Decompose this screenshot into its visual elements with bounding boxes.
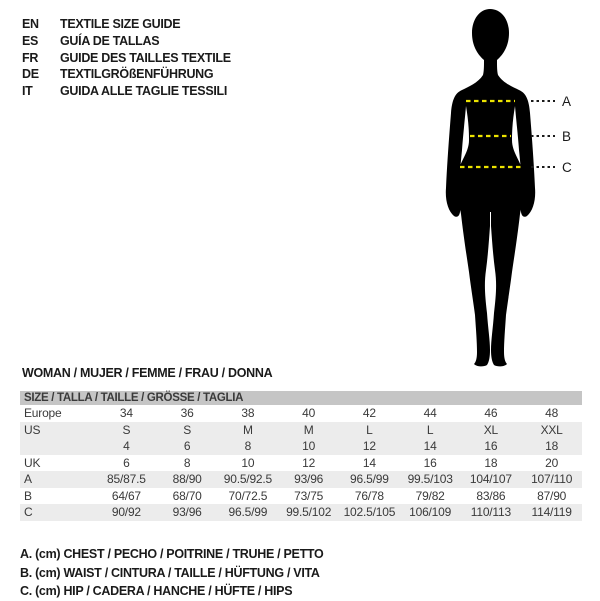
size-cell: L <box>426 422 434 437</box>
language-row-es <box>22 33 402 50</box>
size-cell: 4 <box>123 439 130 454</box>
size-cell: 70/72.5 <box>228 488 268 503</box>
language-title: GUIDE DES TAILLES TEXTILE <box>60 50 231 65</box>
language-code: ES <box>22 34 39 49</box>
language-title-block <box>22 16 402 99</box>
size-cell: 12 <box>362 439 376 454</box>
size-table-header: SIZE / TALLA / TAILLE / GRÖSSE / TAGLIA <box>20 391 582 405</box>
size-cell: 76/78 <box>354 488 384 503</box>
hip-letter-label: C <box>562 160 572 175</box>
row-label: A <box>24 472 32 487</box>
table-row-uk <box>20 455 582 472</box>
table-row-us-numeric <box>20 438 582 455</box>
row-label: UK <box>24 455 41 470</box>
size-cell: 96.5/99 <box>350 472 389 487</box>
woman-silhouette-figure <box>420 0 600 380</box>
legend-line-chest: A. (cm) CHEST / PECHO / POITRINE / TRUHE / PETTO <box>20 547 324 561</box>
size-table <box>20 391 582 521</box>
language-title: TEXTILGRÖßENFÜHRUNG <box>60 67 214 82</box>
size-cell: 114/119 <box>531 505 572 520</box>
size-cell: 6 <box>123 455 130 470</box>
size-cell: M <box>242 422 253 437</box>
language-row-it <box>22 83 402 100</box>
measurement-legend <box>20 545 323 601</box>
size-cell: 48 <box>545 406 559 421</box>
woman-silhouette <box>446 9 535 366</box>
size-cell: 68/70 <box>172 488 202 503</box>
size-cell: 79/82 <box>415 488 445 503</box>
size-cell: S <box>122 422 131 437</box>
table-row-b <box>20 488 582 505</box>
language-code: IT <box>22 84 33 99</box>
language-title: TEXTILE SIZE GUIDE <box>60 17 181 32</box>
row-label: Europe <box>24 406 62 421</box>
language-title: GUIDA ALLE TAGLIE TESSILI <box>60 84 228 99</box>
size-cell: 93/96 <box>172 505 202 520</box>
size-cell: 87/90 <box>537 488 567 503</box>
size-cell: 106/109 <box>409 505 452 520</box>
size-cell: 14 <box>423 439 437 454</box>
size-cell: 90.5/92.5 <box>223 472 272 487</box>
size-cell: XXL <box>540 422 563 437</box>
size-cell: 36 <box>180 406 194 421</box>
waist-letter-label: B <box>562 129 572 144</box>
size-cell: 90/92 <box>111 505 141 520</box>
size-cell: 14 <box>362 455 376 470</box>
row-label: US <box>24 422 41 437</box>
size-cell: 99.5/102 <box>286 505 332 520</box>
size-cell: S <box>183 422 192 437</box>
language-title: GUÍA DE TALLAS <box>60 34 160 49</box>
table-row-c <box>20 504 582 521</box>
size-cell: 64/67 <box>111 488 141 503</box>
size-cell: 93/96 <box>294 472 324 487</box>
size-cell: 34 <box>119 406 133 421</box>
size-cell: 6 <box>183 439 191 454</box>
size-cell: M <box>303 422 314 437</box>
language-row-en <box>22 16 402 33</box>
size-cell: 107/110 <box>531 472 573 487</box>
legend-line-hip: C. (cm) HIP / CADERA / HANCHE / HÜFTE / HIPS <box>20 584 293 599</box>
size-cell: 12 <box>302 455 316 470</box>
size-cell: 110/113 <box>470 505 511 520</box>
language-row-fr <box>22 49 402 66</box>
size-cell: 8 <box>183 455 191 470</box>
size-table-body <box>20 405 582 521</box>
size-cell: 18 <box>545 439 559 454</box>
size-cell: 102.5/105 <box>343 505 396 520</box>
size-cell: 44 <box>423 406 437 421</box>
language-code: FR <box>22 50 39 65</box>
row-label: C <box>24 505 33 520</box>
size-cell: 42 <box>362 406 376 421</box>
size-cell: 8 <box>244 439 252 454</box>
legend-line-waist: B. (cm) WAIST / CINTURA / TAILLE / HÜFTUNG / VITA <box>20 565 320 580</box>
table-row-us <box>20 422 582 439</box>
size-cell: 96.5/99 <box>228 505 268 520</box>
table-row-europe <box>20 405 582 422</box>
language-code: EN <box>22 17 39 32</box>
size-cell: 40 <box>302 406 316 421</box>
size-cell: 38 <box>241 406 255 421</box>
size-cell: 88/90 <box>172 472 202 487</box>
size-cell: L <box>366 422 373 437</box>
size-cell: 18 <box>484 455 498 470</box>
chest-letter-label: A <box>562 94 572 109</box>
size-cell: 10 <box>241 455 255 470</box>
size-cell: 10 <box>302 439 316 454</box>
gender-heading: WOMAN / MUJER / FEMME / FRAU / DONNA <box>22 366 273 380</box>
language-row-de <box>22 66 402 83</box>
size-cell: 85/87.5 <box>107 472 146 487</box>
size-cell: 104/107 <box>469 472 512 487</box>
size-cell: 16 <box>423 455 437 470</box>
size-cell: 20 <box>545 455 559 470</box>
size-cell: 99.5/103 <box>407 472 453 487</box>
size-cell: 83/86 <box>476 488 506 503</box>
table-row-a <box>20 471 582 488</box>
language-code: DE <box>22 67 39 82</box>
size-cell: 16 <box>484 439 498 454</box>
size-cell: 46 <box>484 406 498 421</box>
size-cell: 73/75 <box>294 488 324 503</box>
size-cell: XL <box>483 422 499 437</box>
row-label: B <box>24 488 32 503</box>
